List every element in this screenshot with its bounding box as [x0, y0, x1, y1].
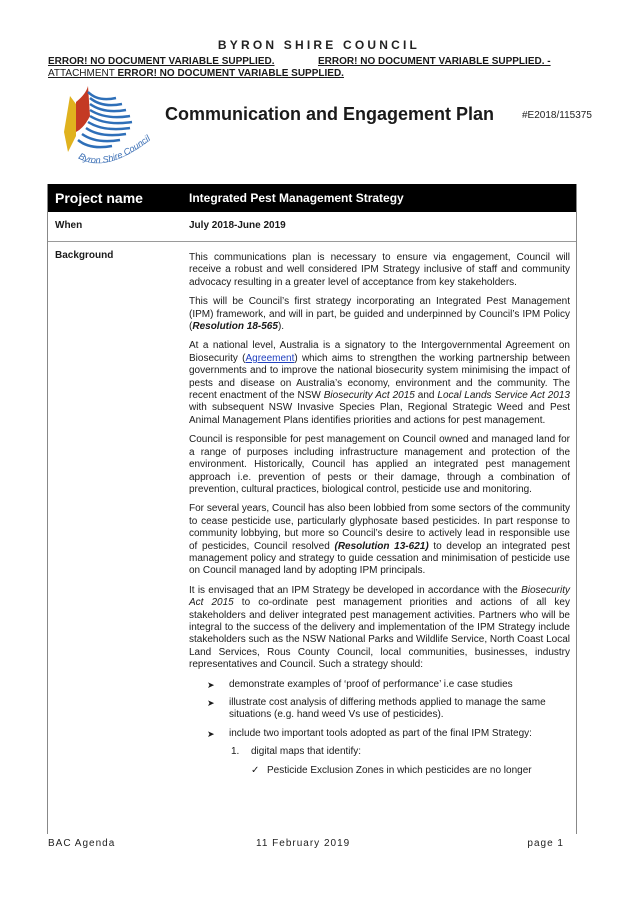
footer-agenda: BAC Agenda: [48, 838, 116, 849]
when-label: When: [55, 220, 83, 231]
document-title: Communication and Engagement Plan: [165, 104, 495, 124]
footer-page-number: page 1: [527, 838, 564, 849]
error-variable-2: ERROR! NO DOCUMENT VARIABLE SUPPLIED. -: [318, 56, 551, 67]
list-item: ➤ demonstrate examples of ‘proof of performance’ i.e case studies: [207, 678, 513, 690]
byron-shire-council-logo: [46, 82, 158, 174]
attachment-label: ATTACHMENT: [48, 68, 118, 79]
list-number: 1.: [231, 746, 240, 758]
strategy-bullet-list: [207, 679, 570, 741]
document-reference: #E2018/115375: [522, 110, 592, 121]
checkmark-icon: ✓: [251, 764, 260, 776]
resolution-18-565: Resolution 18-565: [192, 321, 278, 333]
arrow-bullet-icon: ➤: [207, 679, 215, 690]
agreement-link[interactable]: Agreement: [245, 352, 295, 364]
tools-numbered-list: [231, 746, 570, 758]
project-name-label: Project name: [55, 190, 143, 206]
background-paragraph-1: This communications plan is necessary to ensure via engagement, Council will receive a robust and well considered IPM Strategy inclusive of staff and community advocacy resulting in a greater level of acceptance from key stakeholders.: [189, 252, 570, 288]
footer-date: 11 February 2019: [256, 838, 351, 849]
background-content: [189, 242, 576, 777]
project-name-value: Integrated Pest Management Strategy: [189, 191, 404, 205]
error-variable-1: ERROR! NO DOCUMENT VARIABLE SUPPLIED.: [48, 56, 275, 67]
logo-text: Byron Shire Council: [77, 133, 153, 166]
list-item: 1. digital maps that identify:: [231, 746, 362, 758]
error-variable-3: [48, 68, 344, 79]
list-item: ➤ include two important tools adopted as part of the final IPM Strategy:: [207, 727, 532, 739]
background-paragraph-5: For several years, Council has also been lobbied from some sectors of the community to cease pesticide use, particularly glyphosate based pesticides. In part response to community lobbying, but more so Council’s desire to actively lead in responsible use of pesticides, Council resolved (Resolution 13-621) to develop an integrated pest management policy and strategy to guide cessation and minimisation of pesticide use on Council managed land by adopting IPM principals.: [189, 503, 570, 577]
background-paragraph-6: It is envisaged that an IPM Strategy be developed in accordance with the Biosecurity Act 2015 to co-ordinate pest management priorities and actions of all key stakeholders and deliver integrated pest management activities. Partners who will be integral to the success of the delivery and implementation of the IPM Strategy include stakeholders such as the NSW National Parks and Wildlife Service, North Coast Local Land Services, Rous County Council, local communities, businesses, industry representatives and Council. Such a strategy should:: [189, 584, 570, 671]
resolution-13-621: (Resolution 13-621): [334, 540, 429, 552]
background-paragraph-3: At a national level, Australia is a signatory to the Intergovernmental Agreement on Biosecurity (Agreement) which aims to strengthen the working partnership between governments and to improve the national biosecurity system minimising the impact of pests and disease on Australia’s economy, environment and the community. The recent enactment of the NSW Biosecurity Act 2015 and Local Lands Service Act 2013 with subsequent NSW Invasive Species Plan, Regional Strategic Weed and Pest Animal Management Plans identifies priorities and actions for pest management.: [189, 340, 571, 426]
error-variable-3-text: ERROR! NO DOCUMENT VARIABLE SUPPLIED.: [117, 68, 344, 79]
background-paragraph-2: This will be Council’s first strategy incorporating an Integrated Pest Management (IPM) framework, and will in part, be guided and underpinned by Council’s IPM Policy (Resolution 18-565).: [189, 296, 570, 333]
background-label: Background: [55, 250, 114, 261]
background-paragraph-4: Council is responsible for pest management on Council owned and managed land for a range of purposes including infrastructure management and protection of the environment. Historically, Council has applied an integrated pest management approach i.e. prevention of pests or their damage, through a combination of prevention, cultural practices, biological control, pesticide use and monitoring.: [189, 434, 570, 495]
project-table: [47, 184, 577, 834]
map-check-list: [251, 765, 570, 777]
table-header-row: [48, 184, 576, 212]
list-item: ➤ illustrate cost analysis of differing methods applied to manage the same situations (e.g. hand weed Vs use of pesticides).: [207, 697, 546, 721]
arrow-bullet-icon: ➤: [207, 728, 215, 739]
when-row: [48, 212, 576, 242]
council-name: BYRON SHIRE COUNCIL: [217, 38, 421, 52]
list-item: ✓ Pesticide Exclusion Zones in which pesticides are no longer: [251, 764, 532, 776]
background-row: [48, 242, 576, 777]
when-value: July 2018-June 2019: [189, 220, 286, 231]
arrow-bullet-icon: ➤: [207, 698, 215, 708]
